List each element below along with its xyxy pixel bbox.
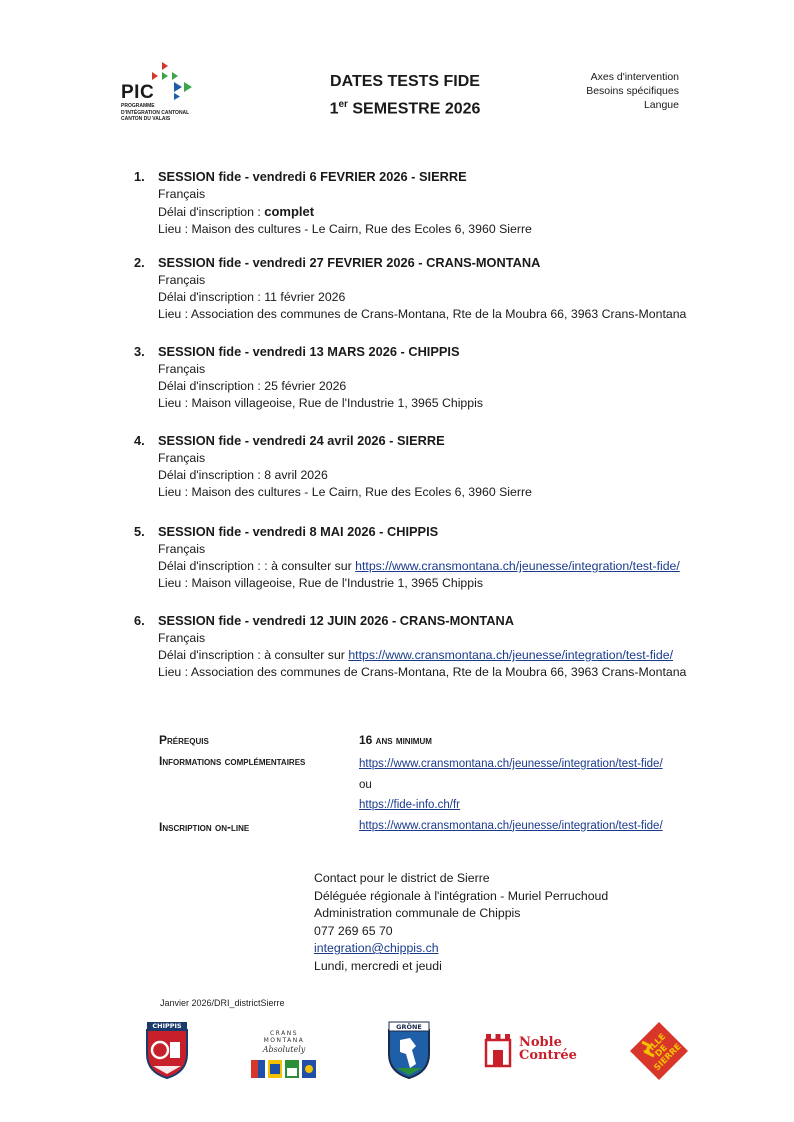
session-title: 6. SESSION fide - vendredi 12 JUIN 2026 - CRANS-MONTANA [134,613,515,628]
session-language: Français [158,451,206,465]
session-language: Français [158,631,206,645]
session-deadline: Délai d'inscription : : à consulter sur https://www.cransmontana.ch/jeunesse/integration/test-fide/ [158,559,680,573]
contact-phone: 077 269 65 70 [314,923,393,938]
noble-contree-castle-icon [484,1028,512,1068]
intervention-axes: Axes d'intervention Besoins spécifiques Langue [586,71,679,111]
session-deadline: Délai d'inscription : 11 février 2026 [158,290,346,304]
crans-montana-logo-text: CRANS MONTANA [263,1030,305,1044]
contact-email-link[interactable]: integration@chippis.ch [314,941,439,955]
session-location: Lieu : Association des communes de Crans-Montana, Rte de la Moubra 66, 3963 Crans-Montana [158,307,687,321]
noble-contree-logo-text-1: Noble [519,1035,562,1050]
session-location: Lieu : Maison des cultures - Le Cairn, Rue des Ecoles 6, 3960 Sierre [158,222,532,236]
session-deadline: Délai d'inscription : à consulter sur https://www.cransmontana.ch/jeunesse/integration/test-fide/ [158,648,673,662]
grone-logo-text: GRÔNE [396,1023,422,1031]
info-table [159,733,719,834]
session-title: 3. SESSION fide - vendredi 13 MARS 2026 - CHIPPIS [134,344,460,359]
contact-heading: Contact pour le district de Sierre [314,871,490,885]
session-item [134,432,734,501]
contact-organization: Administration communale de Chippis [314,906,521,920]
more-info-link-fide[interactable]: https://fide-info.ch/fr [359,799,460,811]
online-registration-link[interactable]: https://www.cransmontana.ch/jeunesse/integration/test-fide/ [359,819,663,832]
session-item [134,523,734,592]
online-registration-label: Inscription on-line [159,819,250,834]
session-language: Français [158,542,206,556]
contact-block [314,870,608,975]
session-location: Lieu : Maison des cultures - Le Cairn, Rue des Ecoles 6, 3960 Sierre [158,485,532,499]
ville-de-sierre-logo [628,1020,690,1082]
session-item [134,168,734,238]
session-deadline: Délai d'inscription : complet [158,204,315,219]
session-language: Français [158,187,206,201]
session-title: 2. SESSION fide - vendredi 27 FEVRIER 2026 - CRANS-MONTANA [134,255,541,270]
session-item [134,254,734,323]
crans-montana-crests-icon [248,1058,320,1080]
prerequisites-value: 16 ans minimum [359,733,432,747]
session-language: Français [158,362,206,376]
session-title: 1. SESSION fide - vendredi 6 FEVRIER 2026 - SIERRE [134,169,467,184]
pic-logo-subtitle: PROGRAMME D'INTÉGRATION CANTONAL CANTON DU VALAIS [121,103,190,122]
session-location: Lieu : Maison villageoise, Rue de l'Industrie 1, 3965 Chippis [158,576,483,590]
session-language: Français [158,273,206,287]
session-title: 5. SESSION fide - vendredi 8 MAI 2026 - CHIPPIS [134,524,439,539]
more-info-label: Informations complémentaires [159,754,306,768]
document-title: DATES TESTS FIDE 1er SEMESTRE 2026 [329,73,481,118]
sierre-logo-text: VILLE DE SIERRE [642,1031,684,1074]
contact-hours: Lundi, mercredi et jeudi [314,958,442,973]
more-info-or: ou [359,778,372,791]
crans-montana-logo-script: Absolutely [262,1045,306,1054]
session-list [134,168,734,681]
noble-contree-logo [484,1028,577,1072]
session-location: Lieu : Association des communes de Crans-Montana, Rte de la Moubra 66, 3963 Crans-Montana [158,665,687,679]
footer-note: Janvier 2026/DRI_districtSierre [160,998,285,1008]
session-title: 4. SESSION fide - vendredi 24 avril 2026 - SIERRE [134,433,445,448]
session-location: Lieu : Maison villageoise, Rue de l'Industrie 1, 3965 Chippis [158,396,483,410]
session-registration-link[interactable]: https://www.cransmontana.ch/jeunesse/integration/test-fide/ [348,648,673,662]
contact-person: Déléguée régionale à l'intégration - Muriel Perruchoud [314,888,609,903]
session-deadline: Délai d'inscription : 8 avril 2026 [158,468,328,482]
grone-crest-logo [386,1020,432,1080]
crans-montana-logo [248,1024,320,1076]
chippis-logo-text: CHIPPIS [152,1022,182,1030]
session-item [134,612,734,681]
chippis-crest-logo [143,1020,191,1080]
pic-logo-text: PIC [121,82,155,103]
noble-contree-logo-text-2: Contrée [519,1048,577,1063]
prerequisites-label: Prérequis [159,733,209,747]
session-deadline: Délai d'inscription : 25 février 2026 [158,379,347,393]
more-info-link-crans[interactable]: https://www.cransmontana.ch/jeunesse/integration/test-fide/ [359,758,663,770]
session-item [134,343,734,412]
session-registration-link[interactable]: https://www.cransmontana.ch/jeunesse/integration/test-fide/ [355,559,680,573]
